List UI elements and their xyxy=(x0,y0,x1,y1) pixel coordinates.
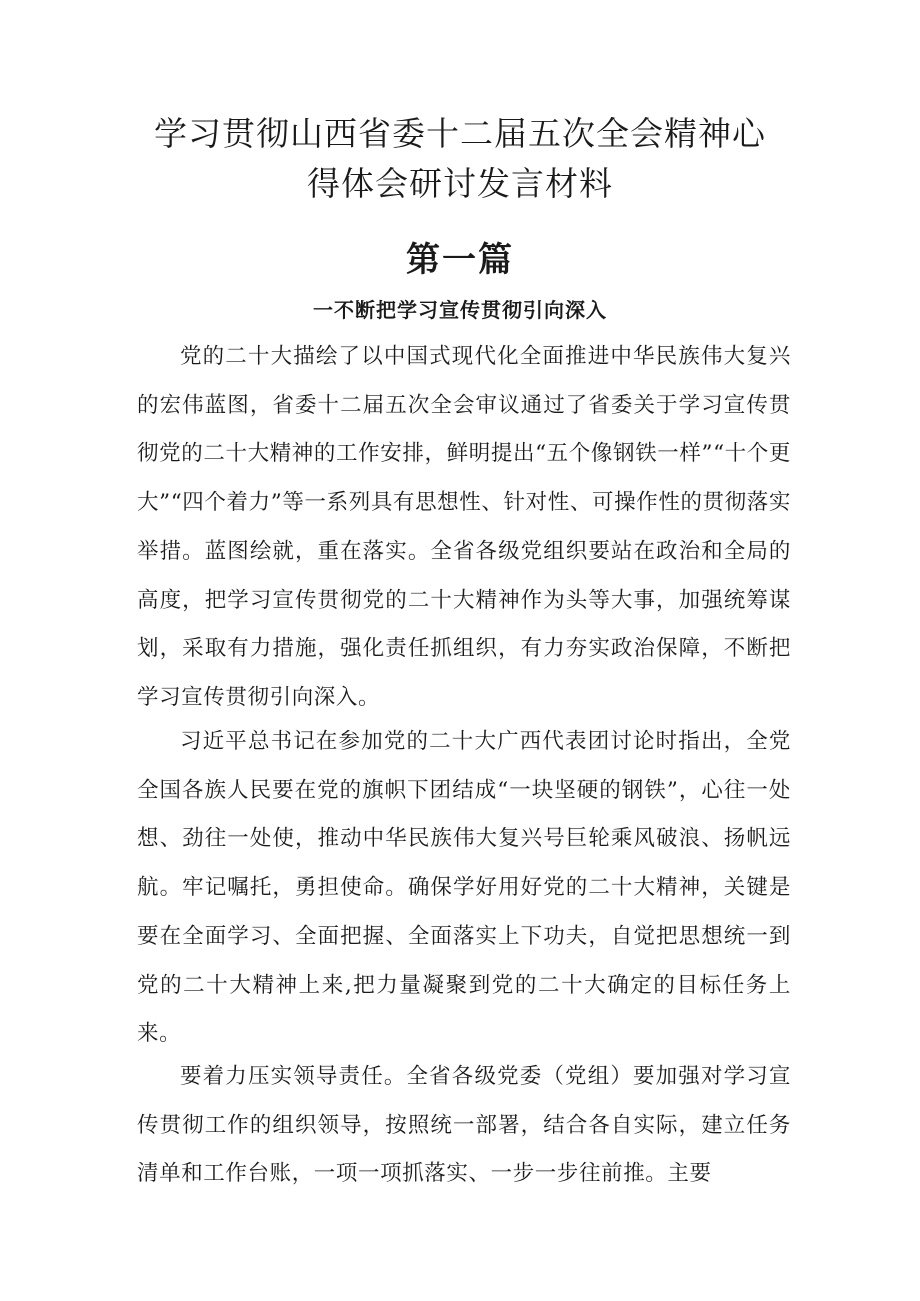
section-heading: 第一篇 xyxy=(406,240,514,280)
body-paragraph: 习近平总书记在参加党的二十大广西代表团讨论时指出，全党全国各族人民要在党的旗帜下团结成“一块坚硬的钢铁”，心往一处想、劲往一处使，推动中华民族伟大复兴号巨轮乘风破浪、扬帆远航。牢记嘱托，勇担使命。确保学好用好党的二十大精神，关键是要在全面学习、全面把握、全面落实上下功夫，自觉把思想统一到党的二十大精神上来,把力量凝聚到党的二十大确定的目标任务上来。 xyxy=(137,729,791,1047)
sub-heading: 一不断把学习宣传贯彻引向深入 xyxy=(313,298,607,322)
document-title-line-1: 学习贯彻山西省委十二届五次全会精神心 xyxy=(154,114,766,153)
body-paragraph: 党的二十大描绘了以中国式现代化全面推进中华民族伟大复兴的宏伟蓝图，省委十二届五次全会审议通过了省委关于学习宣传贯彻党的二十大精神的工作安排，鲜明提出“五个像钢铁一样”“十个更大”“四个着力”等一系列具有思想性、针对性、可操作性的贯彻落实举措。蓝图绘就，重在落实。全省各级党组织要站在政治和全局的高度，把学习宣传贯彻党的二十大精神作为头等大事，加强统筹谋划，采取有力措施，强化责任抓组织，有力夯实政治保障，不断把学习宣传贯彻引向深入。 xyxy=(137,344,791,710)
document-title-line-2: 得体会研讨发言材料 xyxy=(307,164,613,203)
body-paragraph: 要着力压实领导责任。全省各级党委（党组）要加强对学习宣传贯彻工作的组织领导，按照统一部署，结合各自实际，建立任务清单和工作台账，一项一项抓落实、一步一步往前推。主要 xyxy=(137,1064,791,1187)
